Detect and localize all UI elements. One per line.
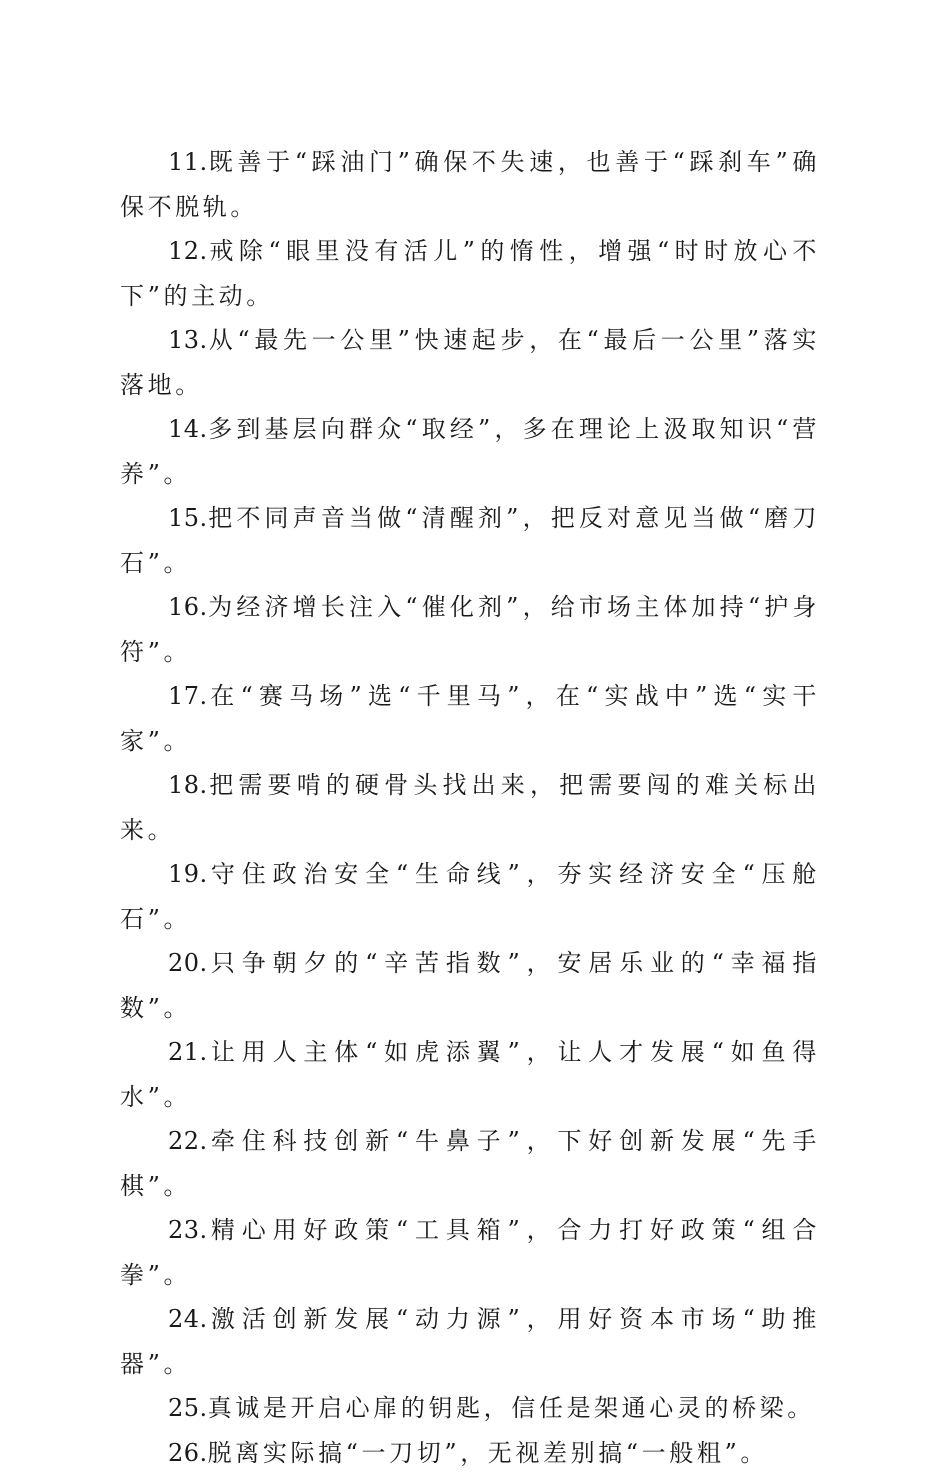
item-text: 牵住科技创新“牛鼻子”，下好创新发展“先手棋”。 — [120, 1127, 820, 1200]
item-number: 26. — [168, 1439, 208, 1467]
numbered-list — [120, 140, 820, 1475]
item-number: 25. — [168, 1394, 208, 1422]
item-number: 12. — [168, 237, 208, 265]
list-item-12 — [120, 229, 820, 318]
item-text: 激活创新发展“动力源”，用好资本市场“助推器”。 — [120, 1305, 820, 1378]
list-item-23 — [120, 1208, 820, 1297]
item-text: 多到基层向群众“取经”，多在理论上汲取知识“营养”。 — [120, 415, 820, 488]
item-number: 17. — [168, 682, 208, 710]
list-item-17 — [120, 674, 820, 763]
item-number: 13. — [168, 326, 208, 354]
item-text: 把需要啃的硬骨头找出来，把需要闯的难关标出来。 — [120, 771, 820, 844]
item-text: 在“赛马场”选“千里马”，在“实战中”选“实干家”。 — [120, 682, 820, 755]
item-number: 11. — [168, 148, 208, 176]
item-number: 19. — [168, 860, 208, 888]
item-text: 把不同声音当做“清醒剂”，把反对意见当做“磨刀石”。 — [120, 504, 820, 577]
item-number: 16. — [168, 593, 208, 621]
item-text: 为经济增长注入“催化剂”，给市场主体加持“护身符”。 — [120, 593, 820, 666]
item-text: 只争朝夕的“辛苦指数”，安居乐业的“幸福指数”。 — [120, 949, 820, 1022]
item-number: 21. — [168, 1038, 208, 1066]
item-number: 24. — [168, 1305, 208, 1333]
list-item-26 — [120, 1431, 820, 1475]
item-text: 从“最先一公里”快速起步，在“最后一公里”落实落地。 — [120, 326, 820, 399]
item-number: 14. — [168, 415, 208, 443]
list-item-20 — [120, 941, 820, 1030]
item-number: 20. — [168, 949, 208, 977]
item-text: 既善于“踩油门”确保不失速，也善于“踩刹车”确保不脱轨。 — [120, 148, 820, 221]
list-item-16 — [120, 585, 820, 674]
item-text: 守住政治安全“生命线”，夯实经济安全“压舱石”。 — [120, 860, 820, 933]
list-item-25 — [120, 1386, 820, 1431]
item-text: 真诚是开启心扉的钥匙，信任是架通心灵的桥梁。 — [208, 1394, 815, 1422]
item-number: 23. — [168, 1216, 208, 1244]
list-item-13 — [120, 318, 820, 407]
list-item-18 — [120, 763, 820, 852]
item-text: 精心用好政策“工具箱”，合力打好政策“组合拳”。 — [120, 1216, 820, 1289]
item-text: 戒除“眼里没有活儿”的惰性，增强“时时放心不下”的主动。 — [120, 237, 820, 310]
list-item-11 — [120, 140, 820, 229]
item-number: 15. — [168, 504, 208, 532]
list-item-24 — [120, 1297, 820, 1386]
item-number: 18. — [168, 771, 208, 799]
list-item-19 — [120, 852, 820, 941]
item-number: 22. — [168, 1127, 208, 1155]
list-item-21 — [120, 1030, 820, 1119]
list-item-14 — [120, 407, 820, 496]
item-text: 脱离实际搞“一刀切”，无视差别搞“一般粗”。 — [208, 1439, 768, 1467]
item-text: 让用人主体“如虎添翼”，让人才发展“如鱼得水”。 — [120, 1038, 820, 1111]
list-item-22 — [120, 1119, 820, 1208]
list-item-15 — [120, 496, 820, 585]
